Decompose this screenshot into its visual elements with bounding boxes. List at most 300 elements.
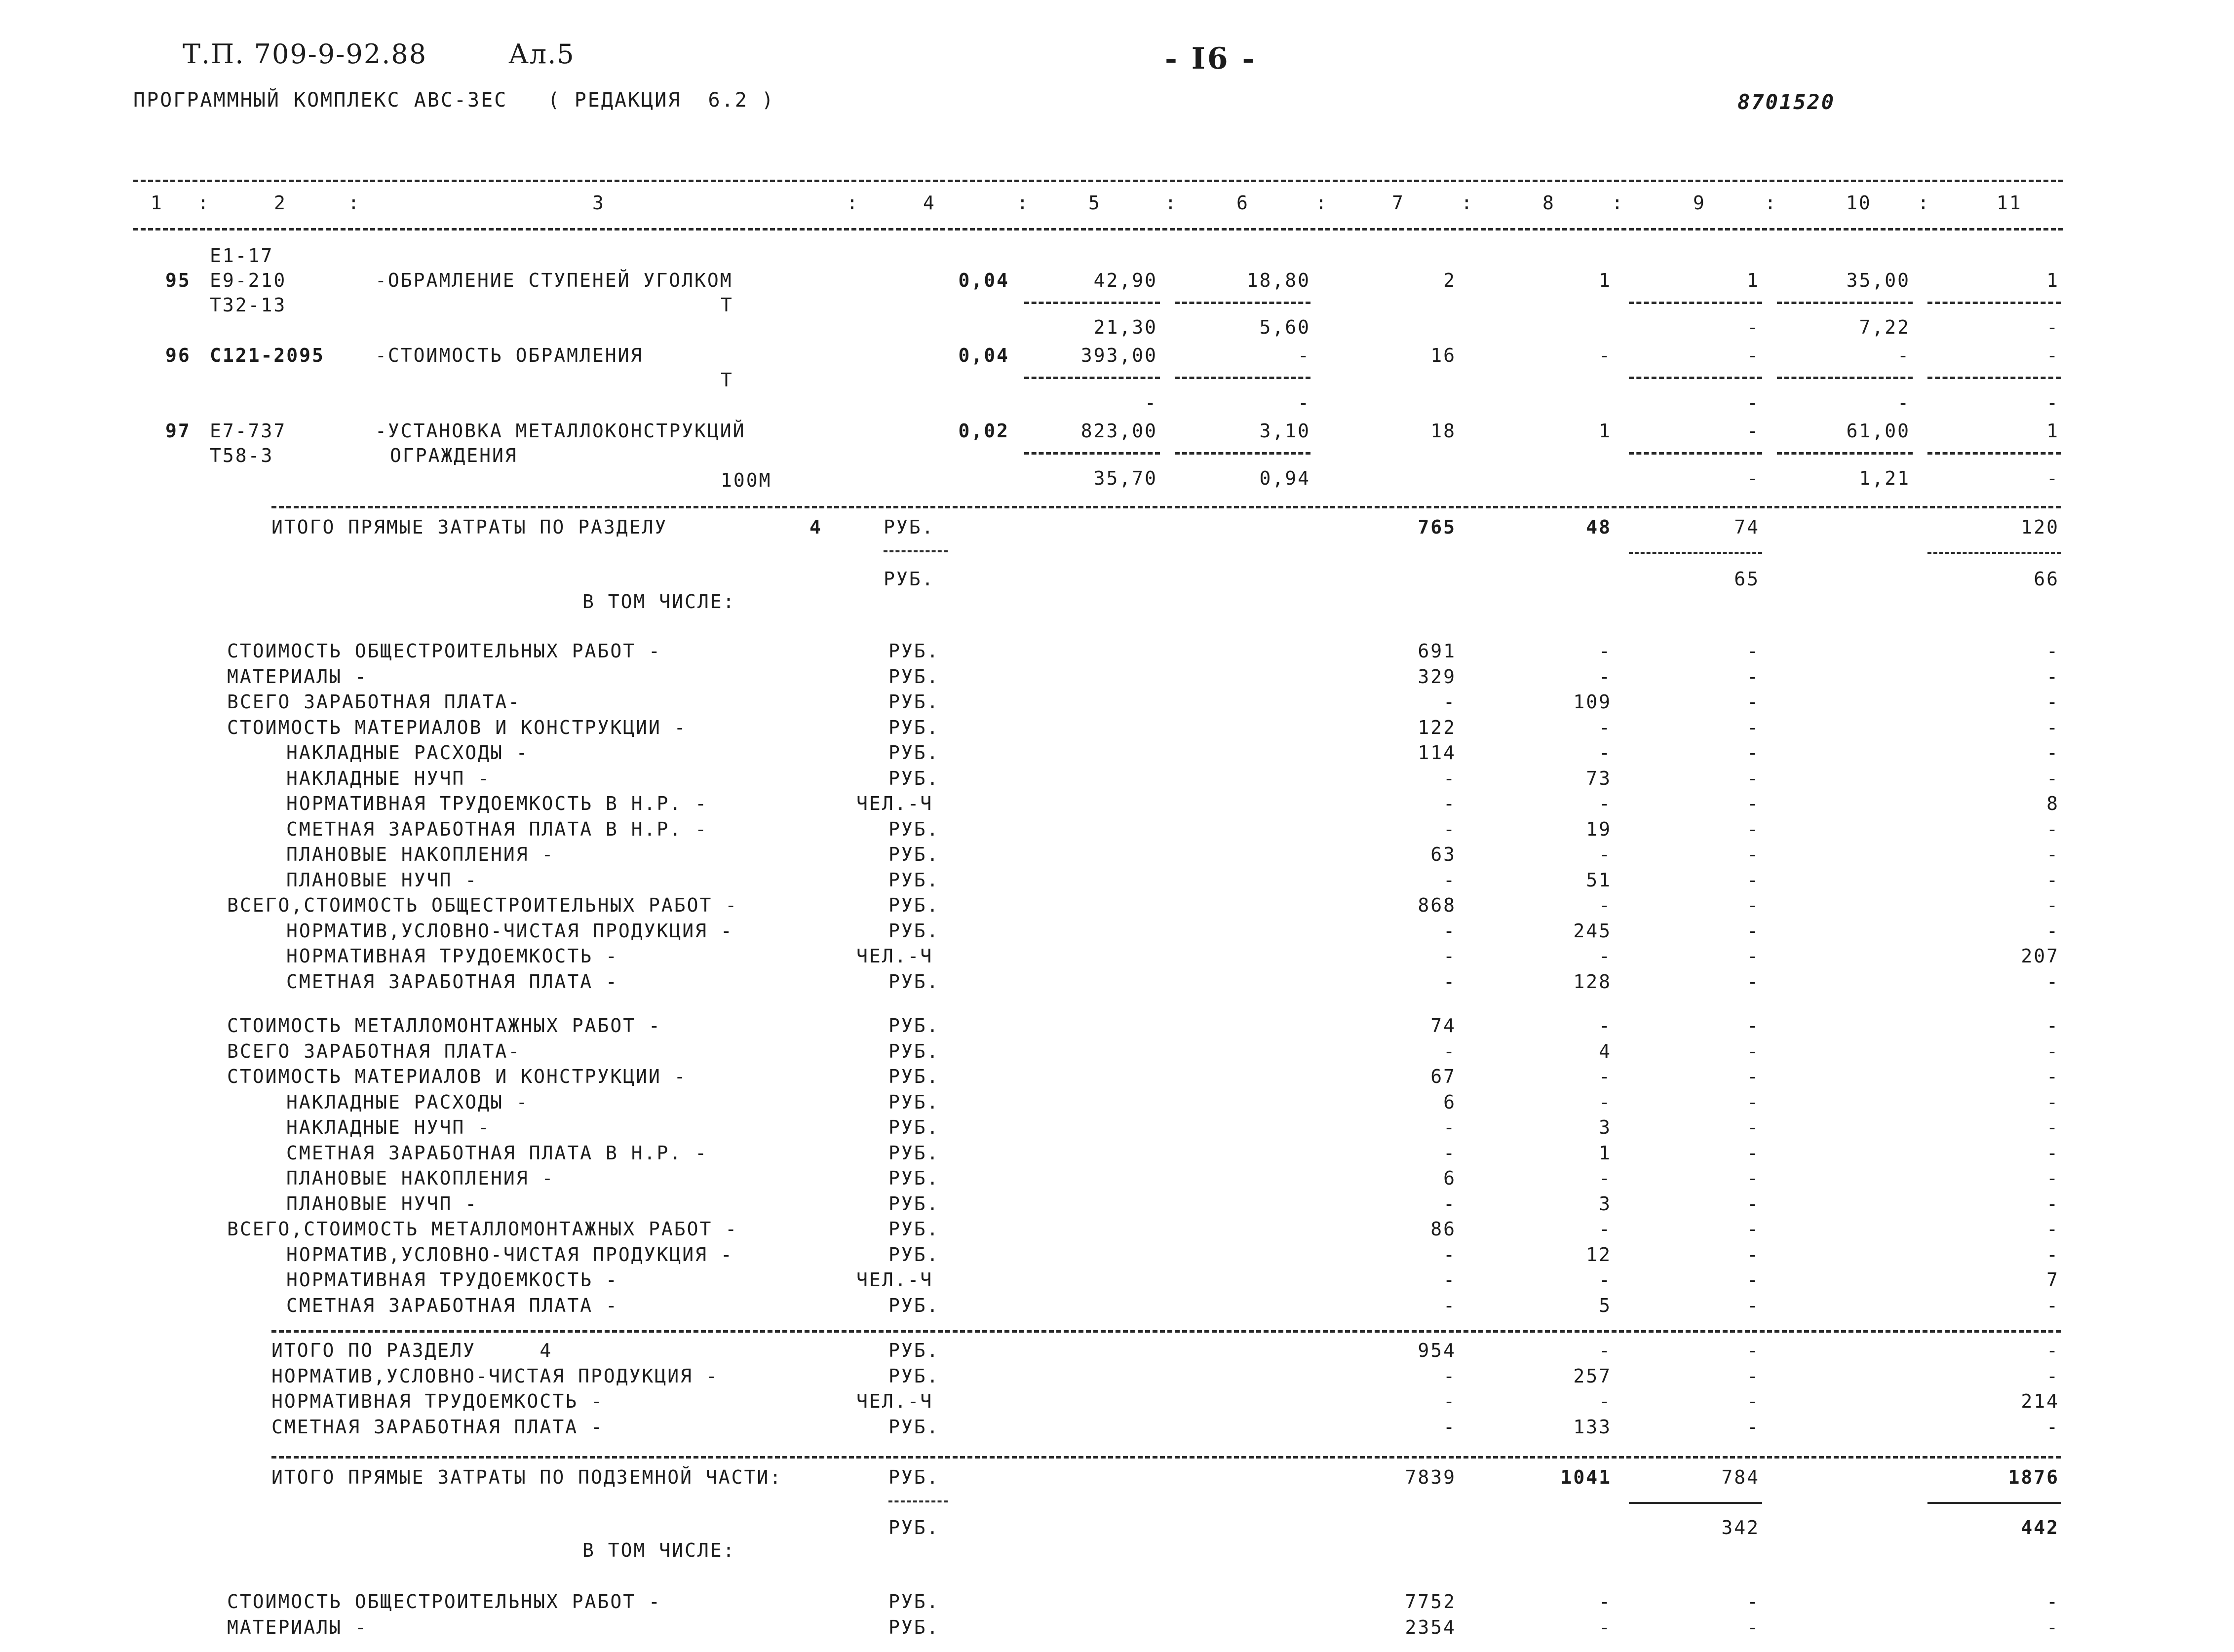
summary-row-col8: 19 — [1586, 818, 1612, 840]
doc-reference: Т.П. 709-9-92.88 — [183, 38, 427, 70]
summary-row-col9: - — [1747, 1591, 1760, 1613]
total-underground-col11-lower: 442 — [2021, 1517, 2059, 1538]
summary-row-col8: - — [1599, 742, 1612, 764]
section-total-unit: РУБ. — [888, 1365, 940, 1387]
column-separator: : — [197, 192, 210, 214]
item-col10: - — [1897, 345, 1910, 366]
section-total-col11: - — [2046, 1340, 2059, 1361]
subtotal-rule — [1927, 552, 2061, 554]
summary-row-label: НОРМАТИВ,УСЛОВНО-ЧИСТАЯ ПРОДУКЦИЯ - — [286, 1243, 733, 1266]
summary-row-label: НАКЛАДНЫЕ НУЧП - — [286, 767, 491, 789]
item-col6: - — [1298, 345, 1310, 366]
subtotal-rule — [1629, 552, 1762, 554]
total-underground-col7: 7839 — [1405, 1466, 1456, 1488]
summary-row-col9: - — [1747, 1015, 1760, 1037]
summary-row-unit: РУБ. — [888, 1294, 940, 1316]
summary-row-unit: РУБ. — [888, 1142, 940, 1164]
section-total-col11: - — [2046, 1416, 2059, 1438]
summary-row-unit: РУБ. — [888, 818, 940, 840]
column-number-10: 10 — [1846, 192, 1872, 214]
total-direct-unit-2: РУБ. — [884, 568, 935, 590]
summary-row-label: ВСЕГО ЗАРАБОТНАЯ ПЛАТА- — [227, 1040, 521, 1062]
section-total-col11: 214 — [2021, 1390, 2059, 1412]
summary-row-col7: 122 — [1418, 716, 1456, 738]
summary-row-col7: - — [1443, 1040, 1456, 1062]
summary-row-col8: - — [1599, 1616, 1612, 1638]
summary-row-label: МАТЕРИАЛЫ - — [227, 665, 368, 688]
item-col5: 42,90 — [1093, 269, 1157, 291]
summary-row-unit: РУБ. — [888, 844, 940, 865]
item-col7: 18 — [1430, 420, 1456, 442]
item-col5-lower: - — [1145, 392, 1157, 414]
column-number-4: 4 — [923, 192, 936, 214]
item-unit: 100М — [721, 469, 772, 491]
summary-row-label: НАКЛАДНЫЕ РАСХОДЫ - — [286, 1091, 529, 1113]
section-total-col9: - — [1747, 1340, 1760, 1361]
summary-row-col9: - — [1747, 818, 1760, 840]
item-col9: - — [1747, 420, 1760, 442]
column-number-5: 5 — [1088, 192, 1101, 214]
summary-row-col11: - — [2046, 1066, 2059, 1087]
total-direct-col9-lower: 65 — [1734, 568, 1760, 590]
summary-row-col9: - — [1747, 691, 1760, 713]
item-col10-lower: 7,22 — [1859, 316, 1910, 338]
document-code: 8701520 — [1737, 90, 1836, 114]
summary-row-col7: - — [1443, 793, 1456, 814]
summary-row-col11: - — [2046, 1142, 2059, 1164]
summary-row-col11: - — [2046, 894, 2059, 916]
column-number-7: 7 — [1392, 192, 1405, 214]
summary-row-label: СТОИМОСТЬ МАТЕРИАЛОВ И КОНСТРУКЦИИ - — [227, 1066, 687, 1087]
summary-row-col9: - — [1747, 665, 1760, 688]
summary-row-col7: 329 — [1418, 665, 1456, 688]
summary-row-col8: 5 — [1599, 1294, 1612, 1316]
item-col9-lower: - — [1747, 467, 1760, 489]
summary-row-unit: РУБ. — [888, 1243, 940, 1266]
summary-row-col11: - — [2046, 844, 2059, 865]
item-quantity: 0,04 — [958, 345, 1009, 366]
summary-row-label: НОРМАТИВ,УСЛОВНО-ЧИСТАЯ ПРОДУКЦИЯ - — [286, 920, 733, 942]
summary-row-col11: - — [2046, 1294, 2059, 1316]
item-col5: 823,00 — [1080, 420, 1157, 442]
summary-row-unit: РУБ. — [888, 665, 940, 688]
total-underground-col9-lower: 342 — [1721, 1517, 1760, 1538]
section-total-col11: - — [2046, 1365, 2059, 1387]
summary-row-col8: 128 — [1573, 970, 1612, 993]
item-number: 97 — [165, 420, 191, 442]
summary-row-col11: 207 — [2021, 945, 2059, 967]
summary-row-label: ПЛАНОВЫЕ НАКОПЛЕНИЯ - — [286, 1167, 555, 1189]
summary-row-label: ПЛАНОВЫЕ НУЧП - — [286, 869, 478, 891]
item-divider-rule — [1927, 377, 2061, 379]
item-col9-lower: - — [1747, 392, 1760, 414]
item-col5-lower: 35,70 — [1093, 467, 1157, 489]
summary-row-col7: - — [1443, 1142, 1456, 1164]
section-total-col8: - — [1599, 1340, 1612, 1361]
section-total-label: НОРМАТИВНАЯ ТРУДОЕМКОСТЬ - — [271, 1390, 604, 1412]
item-code: Е7-737 — [210, 420, 287, 442]
summary-row-label: ПЛАНОВЫЕ НАКОПЛЕНИЯ - — [286, 844, 555, 865]
summary-row-col11: - — [2046, 767, 2059, 789]
total-underground-unit: РУБ. — [888, 1466, 940, 1488]
summary-row-label: СТОИМОСТЬ МАТЕРИАЛОВ И КОНСТРУКЦИИ - — [227, 716, 687, 738]
item-col9-lower: - — [1747, 316, 1760, 338]
item-quantity: 0,02 — [958, 420, 1009, 442]
column-number-8: 8 — [1542, 192, 1555, 214]
page-number: - I6 - — [1165, 41, 1257, 76]
section-rule — [271, 506, 2061, 508]
item-col5-lower: 21,30 — [1093, 316, 1157, 338]
summary-row-col7: - — [1443, 767, 1456, 789]
item-col11-lower: - — [2046, 316, 2059, 338]
summary-row-unit: РУБ. — [888, 1015, 940, 1037]
item-name-cont: ОГРАЖДЕНИЯ — [390, 445, 518, 466]
section-total-col7: - — [1443, 1416, 1456, 1438]
summary-row-col11: - — [2046, 1616, 2059, 1638]
section-total-label: ИТОГО ПО РАЗДЕЛУ 4 — [271, 1340, 553, 1361]
section-total-col8: - — [1599, 1390, 1612, 1412]
summary-row-col7: - — [1443, 970, 1456, 993]
item-divider-rule — [1175, 452, 1310, 455]
summary-row-col11: - — [2046, 640, 2059, 662]
summary-row-col8: 3 — [1599, 1192, 1612, 1215]
summary-row-col11: - — [2046, 1192, 2059, 1215]
total-underground-col8: 1041 — [1560, 1466, 1612, 1488]
column-separator: : — [847, 192, 859, 214]
total-underground-unit-2: РУБ. — [888, 1517, 940, 1538]
section-total-label: СМЕТНАЯ ЗАРАБОТНАЯ ПЛАТА - — [271, 1416, 604, 1438]
summary-row-label: ВСЕГО,СТОИМОСТЬ МЕТАЛЛОМОНТАЖНЫХ РАБОТ - — [227, 1218, 738, 1240]
item-col9: - — [1747, 345, 1760, 366]
summary-row-col7: - — [1443, 1243, 1456, 1266]
summary-row-col11: 7 — [2046, 1269, 2059, 1291]
item-code: С121-2095 — [210, 345, 325, 366]
summary-row-col8: - — [1599, 716, 1612, 738]
column-separator: : — [1315, 192, 1328, 214]
summary-row-col11: - — [2046, 869, 2059, 891]
item-divider-rule — [1927, 452, 2061, 455]
summary-row-col11: - — [2046, 691, 2059, 713]
total-underground-col9: 784 — [1721, 1466, 1760, 1488]
summary-row-col9: - — [1747, 970, 1760, 993]
summary-row-col9: - — [1747, 1294, 1760, 1316]
item-name: -ОБРАМЛЕНИЕ СТУПЕНЕЙ УГОЛКОМ — [375, 269, 733, 291]
item-number: 95 — [165, 269, 191, 291]
summary-row-col7: 2354 — [1405, 1616, 1456, 1638]
summary-row-col8: 12 — [1586, 1243, 1612, 1266]
column-number-2: 2 — [274, 192, 287, 214]
summary-row-col9: - — [1747, 767, 1760, 789]
section-total-col7: 954 — [1418, 1340, 1456, 1361]
summary-row-col9: - — [1747, 945, 1760, 967]
summary-row-col7: - — [1443, 1192, 1456, 1215]
summary-row-unit: ЧЕЛ.-Ч — [856, 793, 933, 814]
summary-row-label: ВСЕГО,СТОИМОСТЬ ОБЩЕСТРОИТЕЛЬНЫХ РАБОТ - — [227, 894, 738, 916]
summary-row-col9: - — [1747, 1040, 1760, 1062]
column-separator: : — [348, 192, 361, 214]
summary-row-unit: РУБ. — [888, 1218, 940, 1240]
summary-row-col9: - — [1747, 1192, 1760, 1215]
summary-row-col11: - — [2046, 665, 2059, 688]
summary-row-unit: ЧЕЛ.-Ч — [856, 1269, 933, 1291]
summary-row-unit: РУБ. — [888, 767, 940, 789]
summary-row-col8: 3 — [1599, 1116, 1612, 1138]
column-separator: : — [1017, 192, 1030, 214]
program-line: ПРОГРАММНЫЙ КОМПЛЕКС АВС-3ЕС ( РЕДАКЦИЯ 6.2 ) — [133, 89, 775, 112]
summary-row-col7: 63 — [1430, 844, 1456, 865]
including-label: В ТОМ ЧИСЛЕ: — [582, 591, 736, 613]
item-divider-rule — [1777, 452, 1913, 455]
summary-row-col8: 109 — [1573, 691, 1612, 713]
summary-row-unit: РУБ. — [888, 1192, 940, 1215]
item-col9: 1 — [1747, 269, 1760, 291]
summary-row-col11: - — [2046, 1243, 2059, 1266]
summary-row-label: НАКЛАДНЫЕ НУЧП - — [286, 1116, 491, 1138]
column-separator: : — [1612, 192, 1624, 214]
total-direct-col7: 765 — [1418, 516, 1456, 538]
total-direct-unit: РУБ. — [884, 516, 935, 538]
summary-row-label: СМЕТНАЯ ЗАРАБОТНАЯ ПЛАТА В Н.Р. - — [286, 818, 708, 840]
column-separator: : — [1765, 192, 1777, 214]
column-number-6: 6 — [1236, 192, 1249, 214]
item-col5: 393,00 — [1080, 345, 1157, 366]
item-col6-lower: - — [1298, 392, 1310, 414]
item-col11-lower: - — [2046, 467, 2059, 489]
item-divider-rule — [1927, 302, 2061, 304]
summary-row-col7: - — [1443, 818, 1456, 840]
summary-row-col7: - — [1443, 869, 1456, 891]
column-number-3: 3 — [592, 192, 605, 214]
summary-row-unit: РУБ. — [888, 1066, 940, 1087]
summary-row-col11: - — [2046, 742, 2059, 764]
summary-row-col8: - — [1599, 640, 1612, 662]
item-divider-rule — [1024, 377, 1160, 379]
table-top-rule — [133, 180, 2063, 182]
summary-row-unit: РУБ. — [888, 716, 940, 738]
summary-row-label: НОРМАТИВНАЯ ТРУДОЕМКОСТЬ - — [286, 945, 618, 967]
item-divider-rule — [1629, 377, 1762, 379]
summary-row-col8: 245 — [1573, 920, 1612, 942]
summary-row-col11: - — [2046, 1091, 2059, 1113]
summary-row-col9: - — [1747, 869, 1760, 891]
summary-row-col7: 67 — [1430, 1066, 1456, 1087]
item-code: Т58-3 — [210, 445, 274, 466]
total-direct-col11-lower: 66 — [2034, 568, 2059, 590]
section-rule — [271, 1330, 2061, 1333]
summary-row-unit: РУБ. — [888, 1616, 940, 1638]
summary-row-col7: - — [1443, 1116, 1456, 1138]
item-col10-lower: 1,21 — [1859, 467, 1910, 489]
item-number: 96 — [165, 345, 191, 366]
summary-row-col7: 6 — [1443, 1091, 1456, 1113]
total-direct-section-number: 4 — [809, 516, 822, 538]
summary-row-unit: ЧЕЛ.-Ч — [856, 945, 933, 967]
section-total-unit: ЧЕЛ.-Ч — [856, 1390, 933, 1412]
summary-row-col8: - — [1599, 1091, 1612, 1113]
summary-row-col9: - — [1747, 1269, 1760, 1291]
item-divider-rule — [1175, 377, 1310, 379]
summary-row-col7: 74 — [1430, 1015, 1456, 1037]
summary-row-col7: - — [1443, 920, 1456, 942]
summary-row-col7: 691 — [1418, 640, 1456, 662]
summary-row-col8: - — [1599, 894, 1612, 916]
section-total-unit: РУБ. — [888, 1416, 940, 1438]
summary-row-unit: РУБ. — [888, 970, 940, 993]
summary-row-col8: 73 — [1586, 767, 1612, 789]
column-number-9: 9 — [1693, 192, 1706, 214]
section-total-label: НОРМАТИВ,УСЛОВНО-ЧИСТАЯ ПРОДУКЦИЯ - — [271, 1365, 719, 1387]
item-divider-rule — [1024, 452, 1160, 455]
item-divider-rule — [1024, 302, 1160, 304]
summary-row-col8: - — [1599, 1167, 1612, 1189]
column-number-1: 1 — [151, 192, 163, 214]
total-direct-col11: 120 — [2021, 516, 2059, 538]
summary-row-col7: 6 — [1443, 1167, 1456, 1189]
column-separator: : — [1461, 192, 1474, 214]
summary-row-label: ПЛАНОВЫЕ НУЧП - — [286, 1192, 478, 1215]
item-col8: - — [1599, 345, 1612, 366]
item-unit: Т — [721, 294, 733, 316]
item-code: Е9-210 — [210, 269, 287, 291]
item-divider-rule — [1777, 377, 1913, 379]
item-name: -УСТАНОВКА МЕТАЛЛОКОНСТРУКЦИЙ — [375, 420, 746, 442]
summary-row-col11: - — [2046, 920, 2059, 942]
summary-row-col9: - — [1747, 742, 1760, 764]
summary-row-col8: - — [1599, 1218, 1612, 1240]
summary-row-col11: - — [2046, 1167, 2059, 1189]
summary-row-col8: 1 — [1599, 1142, 1612, 1164]
summary-row-col9: - — [1747, 1116, 1760, 1138]
summary-row-col7: 114 — [1418, 742, 1456, 764]
subtotal-rule — [1927, 1502, 2061, 1504]
summary-row-col7: 868 — [1418, 894, 1456, 916]
summary-row-unit: РУБ. — [888, 1040, 940, 1062]
summary-row-label: СМЕТНАЯ ЗАРАБОТНАЯ ПЛАТА - — [286, 1294, 618, 1316]
item-divider-rule — [1175, 302, 1310, 304]
item-col11: 1 — [2046, 269, 2059, 291]
summary-row-col9: - — [1747, 716, 1760, 738]
summary-row-col8: - — [1599, 1591, 1612, 1613]
item-col11: - — [2046, 345, 2059, 366]
summary-row-col9: - — [1747, 920, 1760, 942]
album-number: Ал.5 — [508, 38, 575, 70]
summary-row-col9: - — [1747, 793, 1760, 814]
summary-row-col7: - — [1443, 691, 1456, 713]
summary-row-col7: - — [1443, 1294, 1456, 1316]
summary-row-col8: 51 — [1586, 869, 1612, 891]
summary-row-label: СТОИМОСТЬ ОБЩЕСТРОИТЕЛЬНЫХ РАБОТ - — [227, 1591, 661, 1613]
summary-row-unit: РУБ. — [888, 1116, 940, 1138]
item-col7: 2 — [1443, 269, 1456, 291]
summary-row-col9: - — [1747, 1218, 1760, 1240]
summary-row-col9: - — [1747, 640, 1760, 662]
summary-row-label: СМЕТНАЯ ЗАРАБОТНАЯ ПЛАТА В Н.Р. - — [286, 1142, 708, 1164]
item-col6-lower: 5,60 — [1259, 316, 1310, 338]
item-col6-lower: 0,94 — [1259, 467, 1310, 489]
summary-row-col11: - — [2046, 716, 2059, 738]
including-label-2: В ТОМ ЧИСЛЕ: — [582, 1539, 736, 1561]
summary-row-col7: 86 — [1430, 1218, 1456, 1240]
item-divider-rule — [1777, 302, 1913, 304]
column-header-rule — [133, 228, 2063, 231]
item-col8: 1 — [1599, 420, 1612, 442]
item-col6: 18,80 — [1246, 269, 1310, 291]
summary-row-col11: - — [2046, 1040, 2059, 1062]
summary-row-col7: - — [1443, 1269, 1456, 1291]
summary-row-col8: - — [1599, 1066, 1612, 1087]
item-code: Е1-17 — [210, 245, 274, 267]
summary-row-label: СТОИМОСТЬ ОБЩЕСТРОИТЕЛЬНЫХ РАБОТ - — [227, 640, 661, 662]
summary-row-label: НОРМАТИВНАЯ ТРУДОЕМКОСТЬ В Н.Р. - — [286, 793, 708, 814]
subtotal-rule — [884, 550, 948, 552]
summary-row-col8: - — [1599, 844, 1612, 865]
summary-row-col11: 8 — [2046, 793, 2059, 814]
total-direct-col8: 48 — [1586, 516, 1612, 538]
summary-row-col8: 4 — [1599, 1040, 1612, 1062]
summary-row-col11: - — [2046, 1015, 2059, 1037]
section-total-unit: РУБ. — [888, 1340, 940, 1361]
subtotal-rule — [1629, 1502, 1762, 1504]
summary-row-col11: - — [2046, 818, 2059, 840]
item-col11-lower: - — [2046, 392, 2059, 414]
summary-row-col9: - — [1747, 1616, 1760, 1638]
summary-row-col11: - — [2046, 970, 2059, 993]
item-col10: 61,00 — [1846, 420, 1910, 442]
summary-row-col9: - — [1747, 844, 1760, 865]
item-name: -СТОИМОСТЬ ОБРАМЛЕНИЯ — [375, 345, 644, 366]
item-col10: 35,00 — [1846, 269, 1910, 291]
total-direct-col9: 74 — [1734, 516, 1760, 538]
summary-row-label: НОРМАТИВНАЯ ТРУДОЕМКОСТЬ - — [286, 1269, 618, 1291]
column-separator: : — [1165, 192, 1178, 214]
item-quantity: 0,04 — [958, 269, 1009, 291]
summary-row-col11: - — [2046, 1218, 2059, 1240]
summary-row-col8: - — [1599, 1269, 1612, 1291]
summary-row-col8: - — [1599, 793, 1612, 814]
section-total-col9: - — [1747, 1365, 1760, 1387]
section-total-col8: 133 — [1573, 1416, 1612, 1438]
item-divider-rule — [1629, 452, 1762, 455]
summary-row-col9: - — [1747, 1066, 1760, 1087]
summary-row-col11: - — [2046, 1116, 2059, 1138]
summary-row-unit: РУБ. — [888, 640, 940, 662]
summary-row-label: СМЕТНАЯ ЗАРАБОТНАЯ ПЛАТА - — [286, 970, 618, 993]
column-separator: : — [1918, 192, 1930, 214]
section-rule — [271, 1456, 2061, 1459]
summary-row-label: СТОИМОСТЬ МЕТАЛЛОМОНТАЖНЫХ РАБОТ - — [227, 1015, 661, 1037]
summary-row-unit: РУБ. — [888, 894, 940, 916]
subtotal-rule — [888, 1500, 948, 1502]
summary-row-unit: РУБ. — [888, 1167, 940, 1189]
item-col10-lower: - — [1897, 392, 1910, 414]
summary-row-unit: РУБ. — [888, 742, 940, 764]
item-divider-rule — [1629, 302, 1762, 304]
total-direct-label: ИТОГО ПРЯМЫЕ ЗАТРАТЫ ПО РАЗДЕЛУ — [271, 516, 668, 538]
summary-row-label: МАТЕРИАЛЫ - — [227, 1616, 368, 1638]
summary-row-unit: РУБ. — [888, 869, 940, 891]
summary-row-label: ВСЕГО ЗАРАБОТНАЯ ПЛАТА- — [227, 691, 521, 713]
summary-row-col11: - — [2046, 1591, 2059, 1613]
item-col7: 16 — [1430, 345, 1456, 366]
item-code: Т32-13 — [210, 294, 287, 316]
summary-row-col9: - — [1747, 1167, 1760, 1189]
item-col11: 1 — [2046, 420, 2059, 442]
summary-row-col9: - — [1747, 1243, 1760, 1266]
summary-row-unit: РУБ. — [888, 1591, 940, 1613]
column-number-11: 11 — [1997, 192, 2022, 214]
section-total-col7: - — [1443, 1365, 1456, 1387]
summary-row-col9: - — [1747, 1091, 1760, 1113]
